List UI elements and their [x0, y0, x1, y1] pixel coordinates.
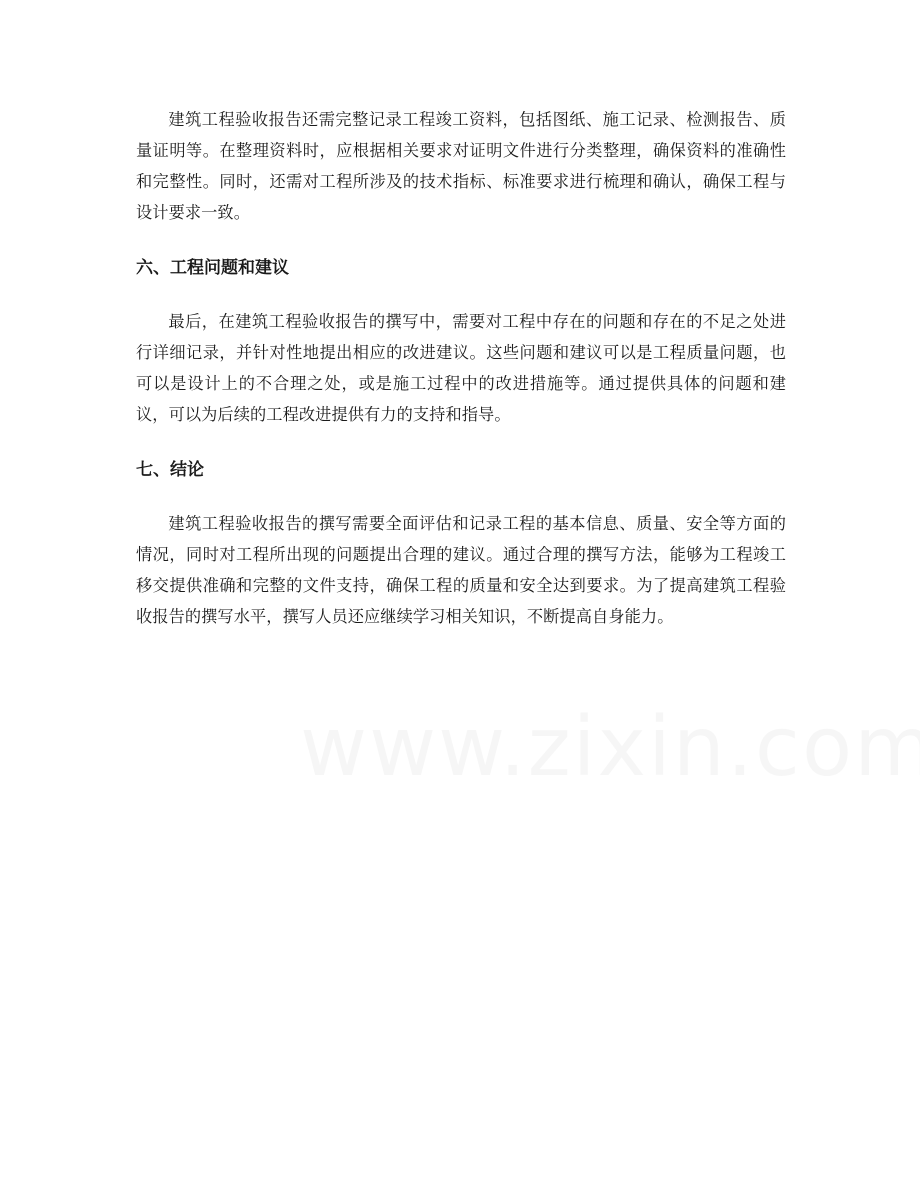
- paragraph-completion-records: 建筑工程验收报告还需完整记录工程竣工资料，包括图纸、施工记录、检测报告、质量证明等。在整理资料时，应根据相关要求对证明文件进行分类整理，确保资料的准确性和完整性。同时，还需对工程所涉及的技术指标、标准要求进行梳理和确认，确保工程与设计要求一致。: [136, 110, 786, 222]
- watermark: [300, 700, 920, 795]
- paragraph-problems-suggestions: 最后，在建筑工程验收报告的撰写中，需要对工程中存在的问题和存在的不足之处进行详细记录，并针对性地提出相应的改进建议。这些问题和建议可以是工程质量问题，也可以是设计上的不合理之处，或是施工过程中的改进措施等。通过提供具体的问题和建议，可以为后续的工程改进提供有力的支持和指导。: [136, 312, 786, 424]
- paragraph-conclusion: 建筑工程验收报告的撰写需要全面评估和记录工程的基本信息、质量、安全等方面的情况，同时对工程所出现的问题提出合理的建议。通过合理的撰写方法，能够为工程竣工移交提供准确和完整的文件支持，确保工程的质量和安全达到要求。为了提高建筑工程验收报告的撰写水平，撰写人员还应继续学习相关知识，不断提高自身能力。: [136, 514, 786, 626]
- section-heading-problems-suggestions: 六、工程问题和建议: [136, 258, 289, 278]
- section-heading-conclusion: 七、结论: [136, 460, 204, 480]
- document-body: [136, 104, 786, 632]
